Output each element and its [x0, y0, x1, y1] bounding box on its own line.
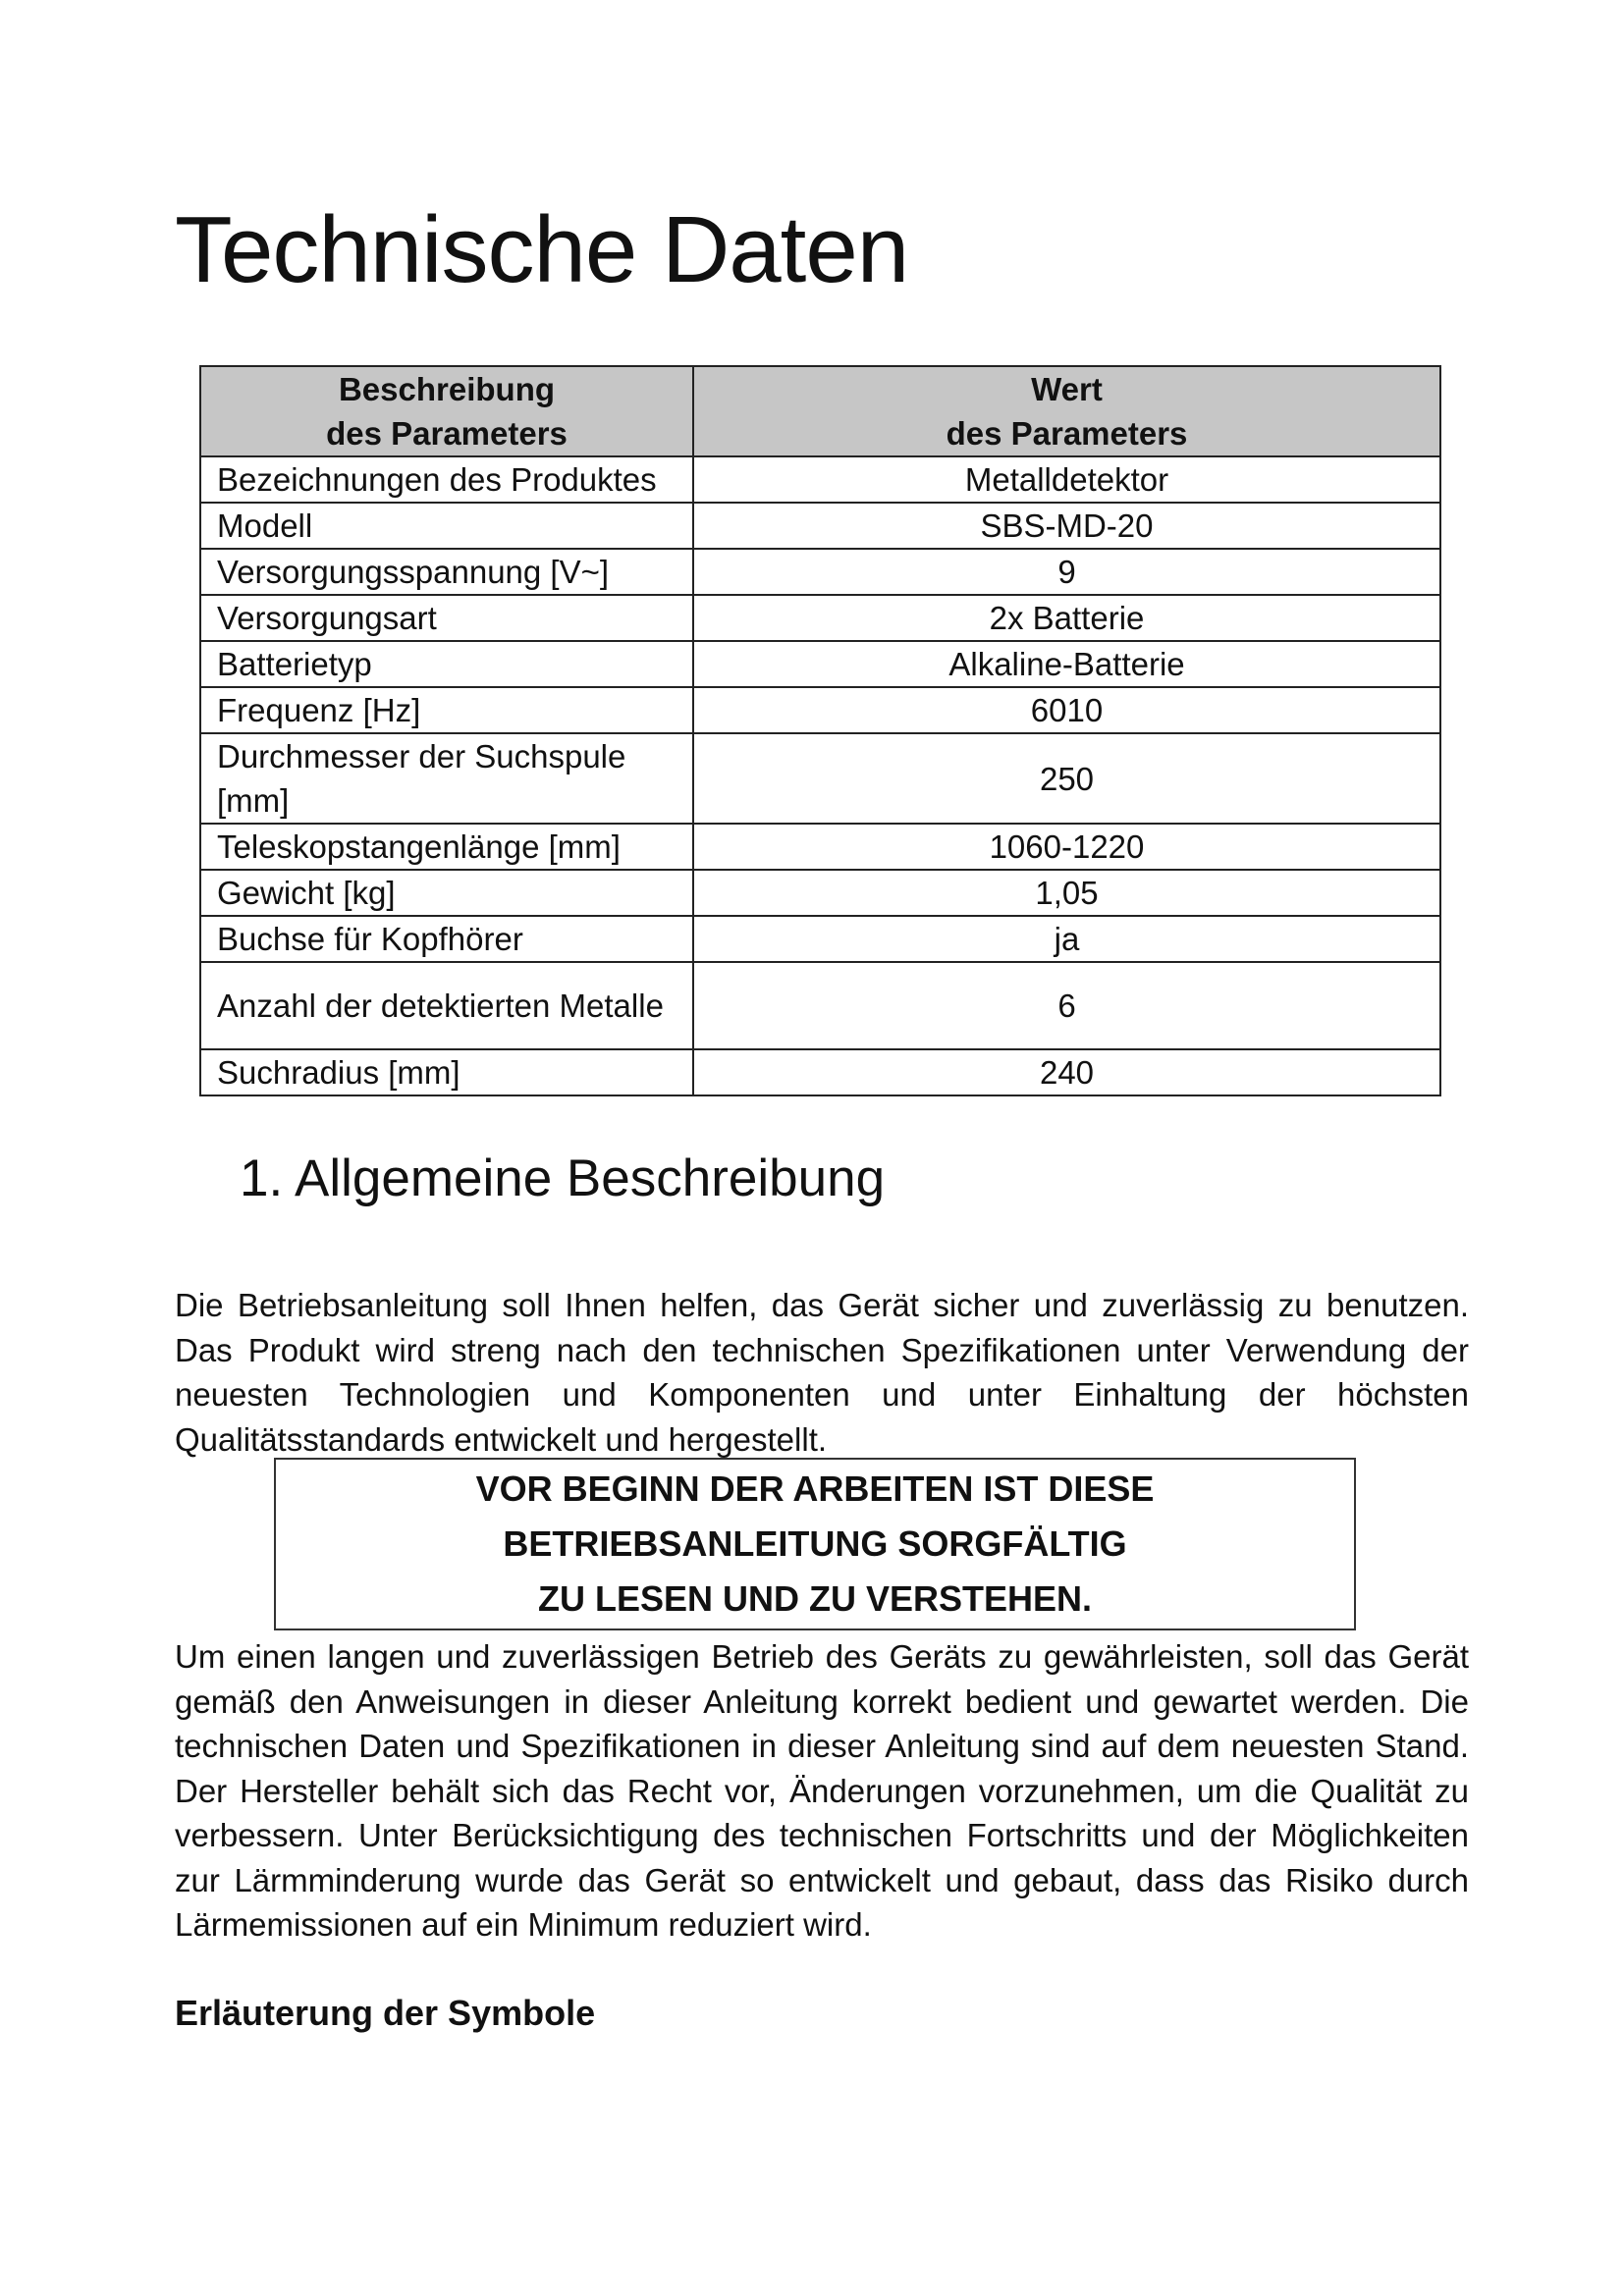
table-row	[200, 962, 1440, 1049]
technical-data-table	[199, 365, 1441, 1096]
param-cell: Durchmesser der Suchspule [mm]	[200, 733, 693, 824]
value-cell: 1,05	[693, 870, 1440, 916]
value-cell: 1060-1220	[693, 824, 1440, 870]
header-col1-line1: Beschreibung	[338, 371, 556, 407]
table-row	[200, 456, 1440, 503]
value-cell: Metalldetektor	[693, 456, 1440, 503]
param-cell: Modell	[200, 503, 693, 549]
value-cell: 9	[693, 549, 1440, 595]
table-row	[200, 595, 1440, 641]
table-row	[200, 870, 1440, 916]
operation-paragraph: Um einen langen und zuverlässigen Betrieb des Geräts zu gewährleisten, soll das Gerät gemäß den Anweisungen in dieser Anleitung korrekt bedient und gewartet werden. Die technischen Daten und Spezifikationen in dieser Anleitung sind auf dem neuesten Stand. Der Hersteller behält sich das Recht vor, Änderungen vorzunehmen, um die Qualität zu verbessern. Unter Berücksichtigung des technischen Fortschritts und der Möglichkeiten zur Lärmminderung wurde das Gerät so entwickelt und gebaut, dass das Risiko durch Lärmemissionen auf ein Minimum reduziert wird.	[175, 1638, 1469, 1943]
value-cell: 6010	[693, 687, 1440, 733]
param-cell: Frequenz [Hz]	[200, 687, 693, 733]
page-title: Technische Daten	[175, 197, 909, 302]
warning-line-1: VOR BEGINN DER ARBEITEN IST DIESE	[475, 1468, 1155, 1509]
symbols-heading: Erläuterung der Symbole	[175, 1993, 596, 2033]
param-cell: Bezeichnungen des Produktes	[200, 456, 693, 503]
param-cell: Suchradius [mm]	[200, 1049, 693, 1095]
param-cell: Buchse für Kopfhörer	[200, 916, 693, 962]
param-cell: Versorgungsart	[200, 595, 693, 641]
warning-line-3: ZU LESEN UND ZU VERSTEHEN.	[537, 1578, 1093, 1619]
header-col2-line2: des Parameters	[946, 415, 1188, 452]
param-cell: Teleskopstangenlänge [mm]	[200, 824, 693, 870]
value-cell: Alkaline-Batterie	[693, 641, 1440, 687]
param-cell: Batterietyp	[200, 641, 693, 687]
value-cell: 250	[693, 733, 1440, 824]
table-row	[200, 549, 1440, 595]
value-cell: SBS-MD-20	[693, 503, 1440, 549]
table-row	[200, 503, 1440, 549]
table-row	[200, 641, 1440, 687]
param-cell: Gewicht [kg]	[200, 870, 693, 916]
header-parameter-value	[693, 366, 1440, 456]
table-row	[200, 733, 1440, 824]
warning-notice-box	[274, 1458, 1356, 1630]
header-parameter-description	[200, 366, 693, 456]
table-row	[200, 916, 1440, 962]
value-cell: 6	[693, 962, 1440, 1049]
table-header-row	[200, 366, 1440, 456]
value-cell: 2x Batterie	[693, 595, 1440, 641]
value-cell: 240	[693, 1049, 1440, 1095]
param-cell: Versorgungsspannung [V~]	[200, 549, 693, 595]
header-col2-line1: Wert	[1031, 371, 1103, 407]
param-cell: Anzahl der detektierten Metalle	[200, 962, 693, 1049]
table-row	[200, 687, 1440, 733]
section-heading-general-description: 1. Allgemeine Beschreibung	[240, 1149, 886, 1207]
warning-line-2: BETRIEBSANLEITUNG SORGFÄLTIG	[503, 1523, 1127, 1564]
value-cell: ja	[693, 916, 1440, 962]
table-row	[200, 824, 1440, 870]
header-col1-line2: des Parameters	[326, 415, 568, 452]
table-row	[200, 1049, 1440, 1095]
intro-paragraph: Die Betriebsanleitung soll Ihnen helfen, das Gerät sicher und zuverlässig zu benutzen. Das Produkt wird streng nach den technischen Spezifikationen unter Verwendung der neuesten Technologien und Komponenten und unter Einhaltung der höchsten Qualitätsstandards entwickelt und hergestellt.	[175, 1287, 1469, 1458]
